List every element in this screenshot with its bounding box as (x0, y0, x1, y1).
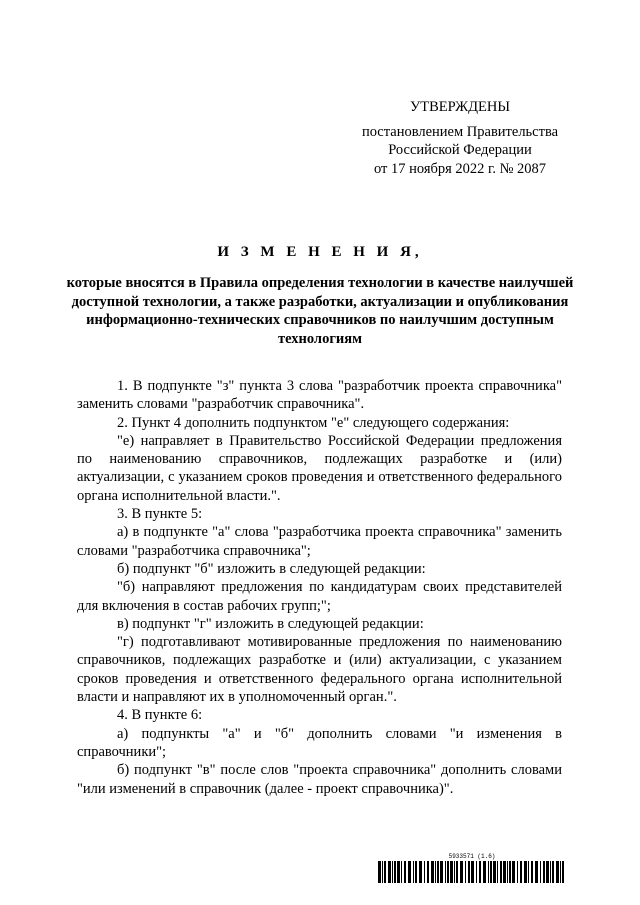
paragraph: б) подпункт "в" после слов "проекта справочника" дополнить словами "или изменений в справочник (далее - проект справочника)". (77, 762, 562, 797)
barcode-icon (378, 861, 566, 883)
document-subtitle: которые вносятся в Правила определения технологии в качестве наилучшей доступной технологии, а также разработки, актуализации и опубликования информационно-технических справочников по наилучшим доступным технологиям (66, 275, 574, 347)
approval-line: Российской Федерации (388, 142, 532, 158)
barcode (378, 853, 566, 883)
paragraph: а) в подпункте "а" слова "разработчика проекта справочника" заменить словами "разработчика справочника"; (77, 524, 562, 559)
paragraph: "б) направляют предложения по кандидатурам своих представителей для включения в состав рабочих групп;"; (77, 579, 562, 614)
paragraph: 2. Пункт 4 дополнить подпунктом "е" следующего содержания: (117, 414, 510, 431)
paragraph: "г) подготавливают мотивированные предложения по наименованию справочников, подлежащих разработке и (или) актуализации, с указанием сроков проведения и ответственного федерального органа исполнительной власти и направляют их в уполномоченный орган.". (77, 634, 562, 706)
paragraph: "е) направляет в Правительство Российской Федерации предложения по наименованию справочников, подлежащих разработке и (или) актуализации, с указанием сроков проведения и ответственного федерального органа исполнительной власти.". (77, 432, 562, 504)
barcode-code: 5933571 (1.6) (448, 853, 496, 860)
document-body (77, 377, 562, 798)
document-title: И З М Е Н Е Н И Я, (217, 244, 423, 260)
approval-heading: УТВЕРЖДЕНЫ (409, 99, 511, 115)
approval-block (340, 98, 580, 178)
paragraph: б) подпункт "б" изложить в следующей редакции: (117, 560, 426, 577)
paragraph: 3. В пункте 5: (117, 506, 203, 523)
paragraph: 4. В пункте 6: (117, 707, 203, 724)
approval-line: постановлением Правительства (361, 123, 559, 140)
paragraph: 1. В подпункте "з" пункта 3 слова "разработчик проекта справочника" заменить словами "разработчик справочника". (77, 378, 562, 413)
approval-date-number: от 17 ноября 2022 г. № 2087 (373, 160, 547, 177)
paragraph: а) подпункты "а" и "б" дополнить словами "и изменения в справочники"; (77, 725, 562, 760)
paragraph: в) подпункт "г" изложить в следующей редакции: (117, 615, 424, 632)
